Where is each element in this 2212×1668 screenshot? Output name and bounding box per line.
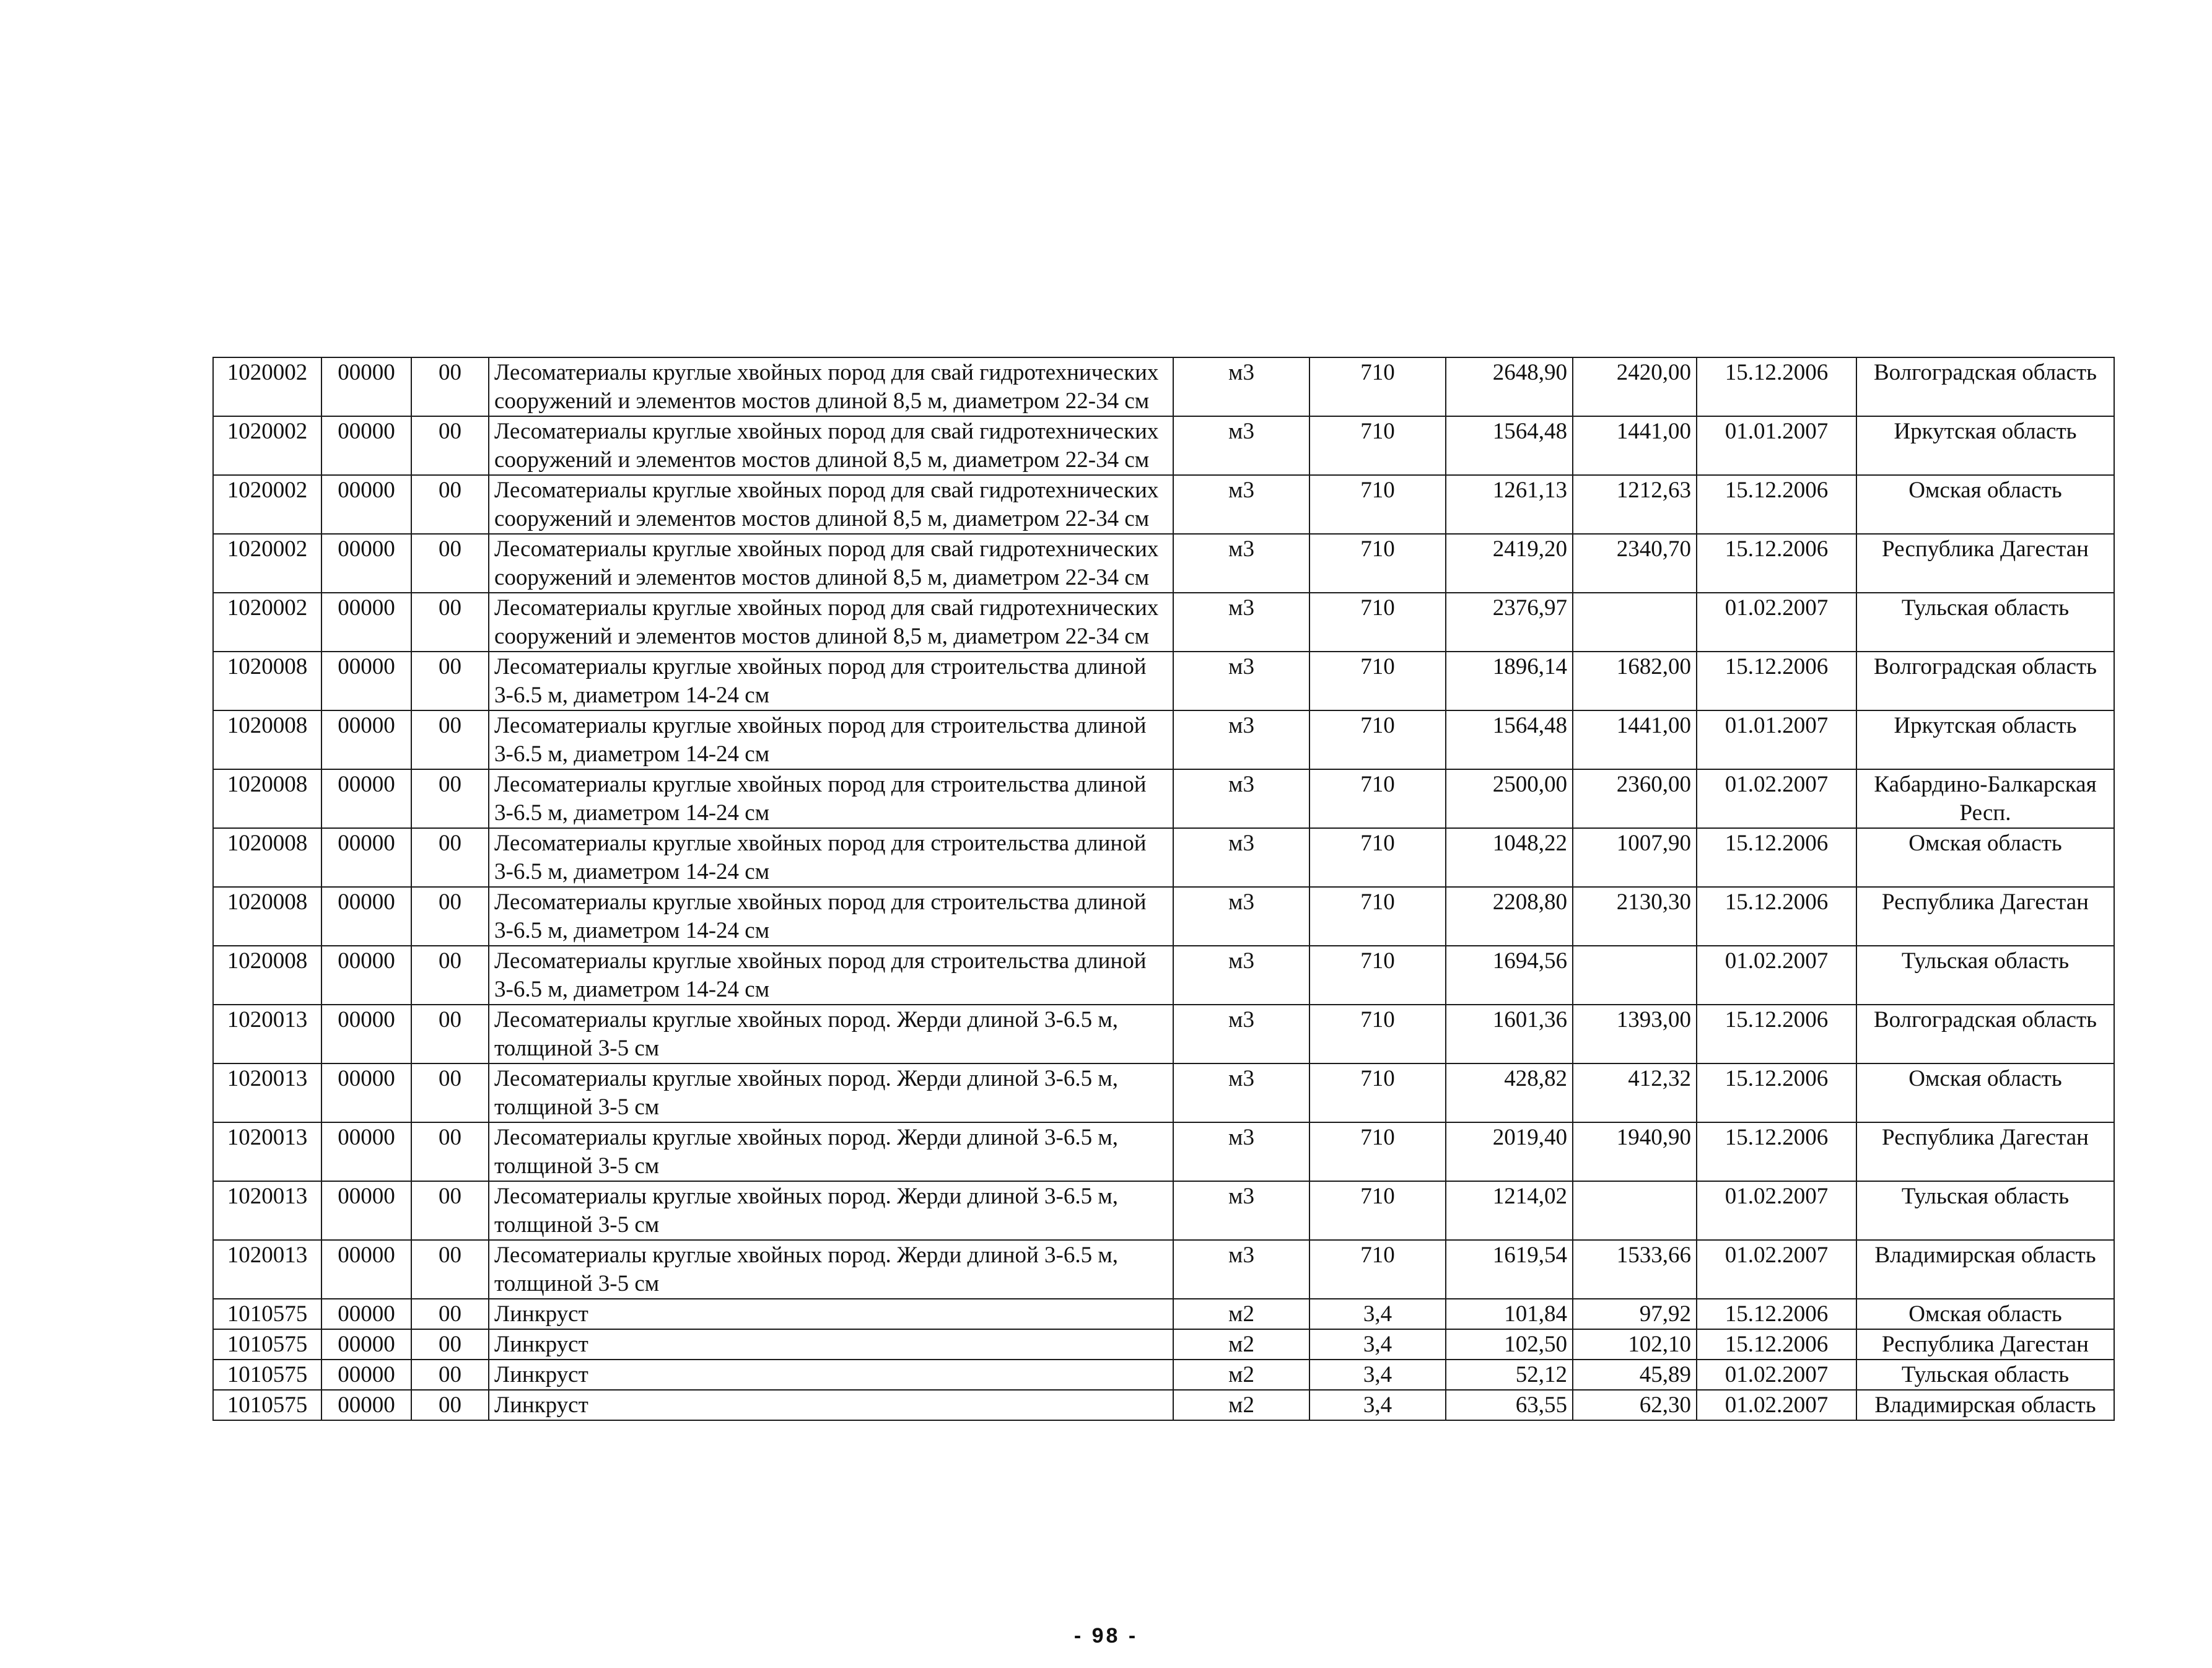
date-cell: 01.02.2007: [1697, 769, 1856, 828]
price-cell: 52,12: [1446, 1360, 1573, 1390]
price-cell: 102,50: [1446, 1329, 1573, 1360]
region-cell: Иркутская область: [1856, 710, 2114, 769]
unit-cell: м2: [1173, 1360, 1309, 1390]
price-without-vat-cell: 2340,70: [1573, 534, 1697, 593]
item-name-cell: Лесоматериалы круглые хвойных пород. Жерди длиной 3-6.5 м, толщиной 3-5 см: [489, 1122, 1173, 1181]
sub-code-cell: 00000: [321, 1299, 411, 1329]
price-cell: 1564,48: [1446, 710, 1573, 769]
price-without-vat-cell: 1393,00: [1573, 1005, 1697, 1063]
price-cell: 1619,54: [1446, 1240, 1573, 1299]
date-cell: 15.12.2006: [1697, 887, 1856, 946]
price-without-vat-cell: [1573, 946, 1697, 1005]
item-code-cell: 1010575: [213, 1329, 321, 1360]
unit-cell: м3: [1173, 887, 1309, 946]
sub-code-cell: 00000: [321, 769, 411, 828]
table-row: [213, 1122, 2114, 1181]
price-without-vat-cell: 2360,00: [1573, 769, 1697, 828]
price-without-vat-cell: 1212,63: [1573, 475, 1697, 534]
ext-code-cell: 00: [411, 887, 489, 946]
sub-code-cell: 00000: [321, 416, 411, 475]
table-row: [213, 1005, 2114, 1063]
price-without-vat-cell: 1682,00: [1573, 652, 1697, 710]
table-row: [213, 1063, 2114, 1122]
sub-code-cell: 00000: [321, 1390, 411, 1420]
table-row: [213, 769, 2114, 828]
price-cell: 2376,97: [1446, 593, 1573, 652]
price-without-vat-cell: 45,89: [1573, 1360, 1697, 1390]
region-cell: Тульская область: [1856, 946, 2114, 1005]
norm-cell: 3,4: [1309, 1329, 1446, 1360]
region-cell: Республика Дагестан: [1856, 534, 2114, 593]
unit-cell: м3: [1173, 769, 1309, 828]
item-name-cell: Лесоматериалы круглые хвойных пород. Жерди длиной 3-6.5 м, толщиной 3-5 см: [489, 1005, 1173, 1063]
date-cell: 01.02.2007: [1697, 1181, 1856, 1240]
norm-cell: 3,4: [1309, 1299, 1446, 1329]
region-cell: Волгоградская область: [1856, 1005, 2114, 1063]
region-cell: Тульская область: [1856, 593, 2114, 652]
region-cell: Волгоградская область: [1856, 652, 2114, 710]
sub-code-cell: 00000: [321, 1005, 411, 1063]
sub-code-cell: 00000: [321, 1063, 411, 1122]
norm-cell: 3,4: [1309, 1360, 1446, 1390]
price-cell: 1694,56: [1446, 946, 1573, 1005]
price-cell: 1896,14: [1446, 652, 1573, 710]
date-cell: 15.12.2006: [1697, 1122, 1856, 1181]
price-cell: 1601,36: [1446, 1005, 1573, 1063]
price-without-vat-cell: 102,10: [1573, 1329, 1697, 1360]
norm-cell: 710: [1309, 1181, 1446, 1240]
sub-code-cell: 00000: [321, 1181, 411, 1240]
item-name-cell: Лесоматериалы круглые хвойных пород. Жерди длиной 3-6.5 м, толщиной 3-5 см: [489, 1063, 1173, 1122]
norm-cell: 3,4: [1309, 1390, 1446, 1420]
item-name-cell: Лесоматериалы круглые хвойных пород для свай гидротехнических сооружений и элементов мостов длиной 8,5 м, диаметром 22-34 см: [489, 475, 1173, 534]
item-name-cell: Лесоматериалы круглые хвойных пород для свай гидротехнических сооружений и элементов мостов длиной 8,5 м, диаметром 22-34 см: [489, 416, 1173, 475]
item-code-cell: 1020002: [213, 416, 321, 475]
item-code-cell: 1020008: [213, 710, 321, 769]
price-without-vat-cell: 2130,30: [1573, 887, 1697, 946]
sub-code-cell: 00000: [321, 1240, 411, 1299]
item-name-cell: Лесоматериалы круглые хвойных пород. Жерди длиной 3-6.5 м, толщиной 3-5 см: [489, 1181, 1173, 1240]
unit-cell: м2: [1173, 1390, 1309, 1420]
date-cell: 01.01.2007: [1697, 710, 1856, 769]
norm-cell: 710: [1309, 357, 1446, 416]
region-cell: Республика Дагестан: [1856, 1329, 2114, 1360]
price-without-vat-cell: 97,92: [1573, 1299, 1697, 1329]
price-without-vat-cell: [1573, 593, 1697, 652]
table-row: [213, 1329, 2114, 1360]
ext-code-cell: 00: [411, 534, 489, 593]
ext-code-cell: 00: [411, 1005, 489, 1063]
item-code-cell: 1020002: [213, 593, 321, 652]
table-row: [213, 946, 2114, 1005]
table-row: [213, 828, 2114, 887]
unit-cell: м2: [1173, 1299, 1309, 1329]
item-code-cell: 1020008: [213, 652, 321, 710]
item-code-cell: 1020002: [213, 357, 321, 416]
sub-code-cell: 00000: [321, 475, 411, 534]
price-without-vat-cell: [1573, 1181, 1697, 1240]
item-name-cell: Лесоматериалы круглые хвойных пород для свай гидротехнических сооружений и элементов мостов длиной 8,5 м, диаметром 22-34 см: [489, 534, 1173, 593]
norm-cell: 710: [1309, 1063, 1446, 1122]
date-cell: 01.02.2007: [1697, 593, 1856, 652]
sub-code-cell: 00000: [321, 357, 411, 416]
price-table-sheet: [212, 357, 2114, 1421]
ext-code-cell: 00: [411, 1329, 489, 1360]
price-cell: 1564,48: [1446, 416, 1573, 475]
region-cell: Республика Дагестан: [1856, 887, 2114, 946]
table-row: [213, 1299, 2114, 1329]
item-name-cell: Лесоматериалы круглые хвойных пород для свай гидротехнических сооружений и элементов мостов длиной 8,5 м, диаметром 22-34 см: [489, 357, 1173, 416]
region-cell: Иркутская область: [1856, 416, 2114, 475]
item-name-cell: Лесоматериалы круглые хвойных пород для строительства длиной 3-6.5 м, диаметром 14-24 см: [489, 769, 1173, 828]
table-row: [213, 652, 2114, 710]
region-cell: Республика Дагестан: [1856, 1122, 2114, 1181]
unit-cell: м3: [1173, 1005, 1309, 1063]
table-row: [213, 1360, 2114, 1390]
ext-code-cell: 00: [411, 1360, 489, 1390]
region-cell: Волгоградская область: [1856, 357, 2114, 416]
item-code-cell: 1010575: [213, 1360, 321, 1390]
item-code-cell: 1020002: [213, 534, 321, 593]
item-name-cell: Лесоматериалы круглые хвойных пород для строительства длиной 3-6.5 м, диаметром 14-24 см: [489, 828, 1173, 887]
ext-code-cell: 00: [411, 1390, 489, 1420]
unit-cell: м3: [1173, 593, 1309, 652]
norm-cell: 710: [1309, 475, 1446, 534]
price-cell: 2500,00: [1446, 769, 1573, 828]
unit-cell: м3: [1173, 1063, 1309, 1122]
price-without-vat-cell: 412,32: [1573, 1063, 1697, 1122]
unit-cell: м2: [1173, 1329, 1309, 1360]
date-cell: 15.12.2006: [1697, 534, 1856, 593]
norm-cell: 710: [1309, 1122, 1446, 1181]
price-without-vat-cell: 1007,90: [1573, 828, 1697, 887]
date-cell: 15.12.2006: [1697, 1299, 1856, 1329]
sub-code-cell: 00000: [321, 887, 411, 946]
price-cell: 63,55: [1446, 1390, 1573, 1420]
unit-cell: м3: [1173, 946, 1309, 1005]
item-name-cell: Лесоматериалы круглые хвойных пород для свай гидротехнических сооружений и элементов мостов длиной 8,5 м, диаметром 22-34 см: [489, 593, 1173, 652]
date-cell: 15.12.2006: [1697, 652, 1856, 710]
region-cell: Омская область: [1856, 475, 2114, 534]
item-code-cell: 1020008: [213, 828, 321, 887]
table-row: [213, 710, 2114, 769]
sub-code-cell: 00000: [321, 946, 411, 1005]
sub-code-cell: 00000: [321, 828, 411, 887]
item-name-cell: Лесоматериалы круглые хвойных пород для строительства длиной 3-6.5 м, диаметром 14-24 см: [489, 652, 1173, 710]
unit-cell: м3: [1173, 1240, 1309, 1299]
item-name-cell: Лесоматериалы круглые хвойных пород для строительства длиной 3-6.5 м, диаметром 14-24 см: [489, 946, 1173, 1005]
price-cell: 1214,02: [1446, 1181, 1573, 1240]
region-cell: Владимирская область: [1856, 1240, 2114, 1299]
item-name-cell: Лесоматериалы круглые хвойных пород для строительства длиной 3-6.5 м, диаметром 14-24 см: [489, 710, 1173, 769]
item-code-cell: 1010575: [213, 1390, 321, 1420]
ext-code-cell: 00: [411, 1240, 489, 1299]
date-cell: 01.02.2007: [1697, 1390, 1856, 1420]
norm-cell: 710: [1309, 769, 1446, 828]
unit-cell: м3: [1173, 416, 1309, 475]
norm-cell: 710: [1309, 593, 1446, 652]
item-code-cell: 1020013: [213, 1181, 321, 1240]
price-without-vat-cell: 1940,90: [1573, 1122, 1697, 1181]
table-row: [213, 1390, 2114, 1420]
region-cell: Тульская область: [1856, 1360, 2114, 1390]
region-cell: Тульская область: [1856, 1181, 2114, 1240]
item-name-cell: Линкруст: [489, 1329, 1173, 1360]
price-without-vat-cell: 1533,66: [1573, 1240, 1697, 1299]
price-without-vat-cell: 2420,00: [1573, 357, 1697, 416]
sub-code-cell: 00000: [321, 1329, 411, 1360]
ext-code-cell: 00: [411, 593, 489, 652]
price-without-vat-cell: 1441,00: [1573, 416, 1697, 475]
price-cell: 428,82: [1446, 1063, 1573, 1122]
norm-cell: 710: [1309, 416, 1446, 475]
norm-cell: 710: [1309, 946, 1446, 1005]
table-row: [213, 475, 2114, 534]
sub-code-cell: 00000: [321, 652, 411, 710]
sub-code-cell: 00000: [321, 1122, 411, 1181]
norm-cell: 710: [1309, 828, 1446, 887]
ext-code-cell: 00: [411, 1181, 489, 1240]
price-cell: 1048,22: [1446, 828, 1573, 887]
norm-cell: 710: [1309, 652, 1446, 710]
unit-cell: м3: [1173, 1122, 1309, 1181]
ext-code-cell: 00: [411, 652, 489, 710]
item-name-cell: Лесоматериалы круглые хвойных пород для строительства длиной 3-6.5 м, диаметром 14-24 см: [489, 887, 1173, 946]
table-row: [213, 1240, 2114, 1299]
sub-code-cell: 00000: [321, 1360, 411, 1390]
item-code-cell: 1020008: [213, 769, 321, 828]
ext-code-cell: 00: [411, 769, 489, 828]
price-cell: 2019,40: [1446, 1122, 1573, 1181]
item-code-cell: 1020002: [213, 475, 321, 534]
ext-code-cell: 00: [411, 1299, 489, 1329]
region-cell: Омская область: [1856, 1063, 2114, 1122]
table-row: [213, 593, 2114, 652]
ext-code-cell: 00: [411, 1063, 489, 1122]
norm-cell: 710: [1309, 887, 1446, 946]
sub-code-cell: 00000: [321, 534, 411, 593]
unit-cell: м3: [1173, 475, 1309, 534]
unit-cell: м3: [1173, 1181, 1309, 1240]
item-name-cell: Линкруст: [489, 1390, 1173, 1420]
table-row: [213, 1181, 2114, 1240]
date-cell: 15.12.2006: [1697, 1005, 1856, 1063]
date-cell: 15.12.2006: [1697, 475, 1856, 534]
date-cell: 15.12.2006: [1697, 828, 1856, 887]
item-name-cell: Лесоматериалы круглые хвойных пород. Жерди длиной 3-6.5 м, толщиной 3-5 см: [489, 1240, 1173, 1299]
table-row: [213, 416, 2114, 475]
sub-code-cell: 00000: [321, 710, 411, 769]
price-cell: 101,84: [1446, 1299, 1573, 1329]
date-cell: 15.12.2006: [1697, 1063, 1856, 1122]
date-cell: 15.12.2006: [1697, 357, 1856, 416]
unit-cell: м3: [1173, 710, 1309, 769]
region-cell: Омская область: [1856, 828, 2114, 887]
price-cell: 2208,80: [1446, 887, 1573, 946]
table-row: [213, 357, 2114, 416]
region-cell: Владимирская область: [1856, 1390, 2114, 1420]
unit-cell: м3: [1173, 652, 1309, 710]
price-without-vat-cell: 62,30: [1573, 1390, 1697, 1420]
price-table: [212, 357, 2115, 1421]
item-code-cell: 1010575: [213, 1299, 321, 1329]
norm-cell: 710: [1309, 710, 1446, 769]
price-without-vat-cell: 1441,00: [1573, 710, 1697, 769]
ext-code-cell: 00: [411, 475, 489, 534]
table-row: [213, 887, 2114, 946]
item-code-cell: 1020013: [213, 1005, 321, 1063]
unit-cell: м3: [1173, 828, 1309, 887]
date-cell: 15.12.2006: [1697, 1329, 1856, 1360]
price-cell: 1261,13: [1446, 475, 1573, 534]
norm-cell: 710: [1309, 534, 1446, 593]
item-code-cell: 1020008: [213, 946, 321, 1005]
sub-code-cell: 00000: [321, 593, 411, 652]
date-cell: 01.02.2007: [1697, 946, 1856, 1005]
region-cell: Омская область: [1856, 1299, 2114, 1329]
ext-code-cell: 00: [411, 828, 489, 887]
ext-code-cell: 00: [411, 946, 489, 1005]
region-cell: Кабардино-Балкарская Респ.: [1856, 769, 2114, 828]
table-row: [213, 534, 2114, 593]
item-name-cell: Линкруст: [489, 1360, 1173, 1390]
ext-code-cell: 00: [411, 1122, 489, 1181]
date-cell: 01.02.2007: [1697, 1240, 1856, 1299]
ext-code-cell: 00: [411, 357, 489, 416]
ext-code-cell: 00: [411, 710, 489, 769]
date-cell: 01.02.2007: [1697, 1360, 1856, 1390]
item-code-cell: 1020013: [213, 1063, 321, 1122]
price-cell: 2648,90: [1446, 357, 1573, 416]
unit-cell: м3: [1173, 357, 1309, 416]
norm-cell: 710: [1309, 1005, 1446, 1063]
ext-code-cell: 00: [411, 416, 489, 475]
item-code-cell: 1020013: [213, 1240, 321, 1299]
item-code-cell: 1020013: [213, 1122, 321, 1181]
norm-cell: 710: [1309, 1240, 1446, 1299]
date-cell: 01.01.2007: [1697, 416, 1856, 475]
unit-cell: м3: [1173, 534, 1309, 593]
item-name-cell: Линкруст: [489, 1299, 1173, 1329]
price-cell: 2419,20: [1446, 534, 1573, 593]
page-number: - 98 -: [1073, 1624, 1139, 1648]
item-code-cell: 1020008: [213, 887, 321, 946]
